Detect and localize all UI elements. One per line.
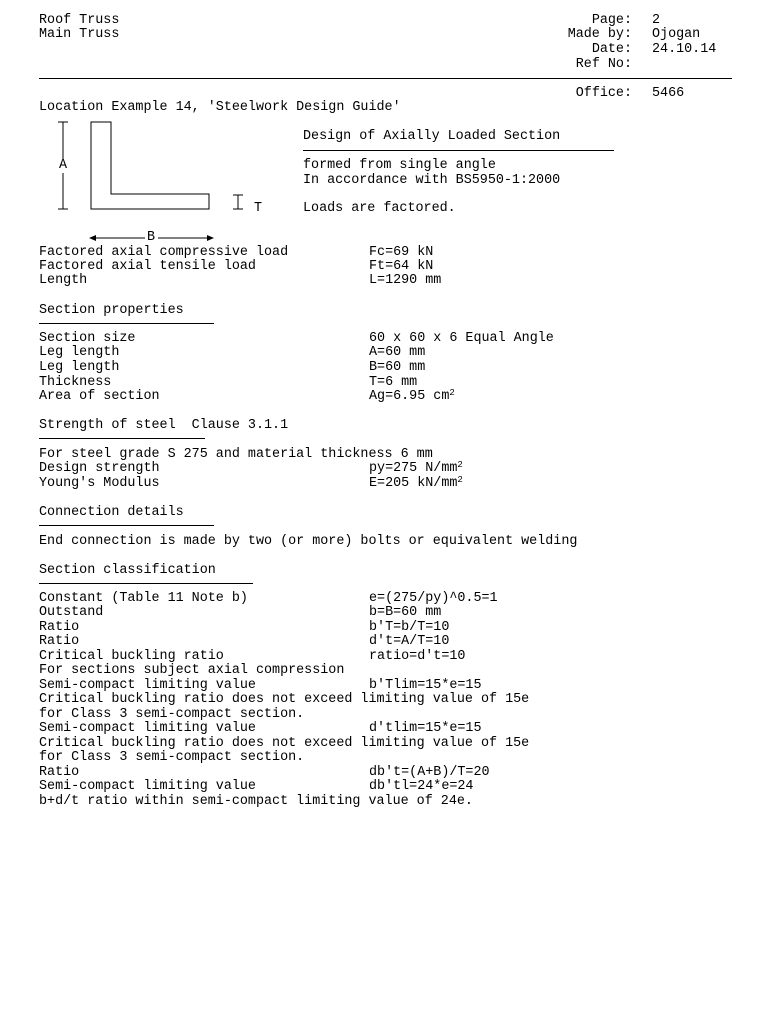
office-label: Office:: [575, 86, 632, 101]
classification-label: Semi-compact limiting value: [39, 721, 256, 736]
heading-underline: [39, 323, 214, 324]
classification-heading: Section classification: [39, 563, 216, 578]
area-exponent: 2: [449, 388, 455, 398]
property-label: Area of section: [39, 389, 160, 404]
date-value: 24.10.14: [652, 42, 717, 57]
property-value: T=6 mm: [369, 375, 418, 390]
connection-text: End connection is made by two (or more) bolts or equivalent welding: [39, 534, 578, 549]
page-number: 2: [652, 13, 661, 28]
classification-note: Critical buckling ratio does not exceed limiting value of 15e: [39, 692, 530, 707]
classification-value: b=B=60 mm: [369, 605, 442, 620]
heading-underline: [39, 438, 205, 439]
strength-heading: Strength of steel Clause 3.1.1: [39, 418, 289, 433]
classification-label: Outstand: [39, 605, 104, 620]
dim-b-left-arrow-icon: [89, 235, 96, 241]
classification-value: e=(275/py)^0.5=1: [369, 591, 498, 606]
classification-note: for Class 3 semi-compact section.: [39, 750, 305, 765]
classification-value: d't=A/T=10: [369, 634, 450, 649]
property-value: [369, 390, 455, 404]
classification-value: ratio=d't=10: [369, 649, 466, 664]
load-value: Ft=64 kN: [369, 259, 434, 274]
classification-label: Ratio: [39, 634, 80, 649]
youngs-modulus-value: E=205 kN/mm: [369, 476, 458, 491]
section-properties-heading: Section properties: [39, 303, 184, 318]
property-label: Leg length: [39, 360, 120, 375]
angle-outline: [91, 122, 209, 209]
property-label: Leg length: [39, 345, 120, 360]
classification-value: b'Tlim=15*e=15: [369, 678, 482, 693]
classification-value: db'tl=24*e=24: [369, 779, 474, 794]
classification-label: Critical buckling ratio: [39, 649, 224, 664]
property-label: Thickness: [39, 375, 112, 390]
load-label: Factored axial compressive load: [39, 245, 289, 260]
property-value: 60 x 60 x 6 Equal Angle: [369, 331, 554, 346]
heading-underline: [39, 583, 253, 584]
design-line-2: In accordance with BS5950-1:2000: [303, 173, 561, 188]
strength-label: Young's Modulus: [39, 476, 160, 491]
classification-label: Ratio: [39, 620, 80, 635]
dim-a-label: A: [59, 158, 68, 173]
classification-label: Semi-compact limiting value: [39, 678, 256, 693]
dim-t-label: T: [254, 201, 263, 216]
design-strength-value: py=275 N/mm: [369, 461, 458, 476]
date-label: Date:: [591, 42, 632, 57]
connection-heading: Connection details: [39, 505, 184, 520]
property-value: B=60 mm: [369, 360, 426, 375]
classification-note: For sections subject axial compression: [39, 663, 345, 678]
classification-label: Constant (Table 11 Note b): [39, 591, 248, 606]
made-by-label: Made by:: [567, 27, 632, 42]
dim-b-label: B: [147, 230, 156, 245]
load-label: Factored axial tensile load: [39, 259, 256, 274]
strength-value: [369, 462, 463, 476]
strength-label: Design strength: [39, 461, 160, 476]
design-line-3: Loads are factored.: [303, 201, 456, 216]
load-value: L=1290 mm: [369, 273, 442, 288]
property-label: Section size: [39, 331, 136, 346]
strength-value: [369, 477, 463, 491]
classification-value: d'tlim=15*e=15: [369, 721, 482, 736]
location-line: Location Example 14, 'Steelwork Design Guide': [39, 100, 401, 115]
heading-underline: [39, 525, 214, 526]
ref-label: Ref No:: [575, 57, 632, 72]
strength-intro: For steel grade S 275 and material thickness 6 mm: [39, 447, 433, 462]
load-value: Fc=69 kN: [369, 245, 434, 260]
classification-value: b'T=b/T=10: [369, 620, 450, 635]
classification-note: Critical buckling ratio does not exceed limiting value of 15e: [39, 736, 530, 751]
unit-exponent: 2: [457, 475, 463, 485]
classification-value: db't=(A+B)/T=20: [369, 765, 490, 780]
load-label: Length: [39, 273, 88, 288]
classification-label: Semi-compact limiting value: [39, 779, 256, 794]
design-title-underline: [303, 150, 614, 151]
project-name: Roof Truss: [39, 13, 120, 28]
office-value: 5466: [652, 86, 685, 101]
page-label: Page:: [591, 13, 632, 28]
area-value: Ag=6.95 cm: [369, 389, 450, 404]
design-title: Design of Axially Loaded Section: [303, 129, 561, 144]
dim-b-right-arrow-icon: [207, 235, 214, 241]
classification-label: Ratio: [39, 765, 80, 780]
classification-conclusion: b+d/t ratio within semi-compact limiting value of 24e.: [39, 794, 473, 809]
subject-name: Main Truss: [39, 27, 120, 42]
design-line-1: formed from single angle: [303, 158, 496, 173]
unit-exponent: 2: [457, 460, 463, 470]
property-value: A=60 mm: [369, 345, 426, 360]
classification-note: for Class 3 semi-compact section.: [39, 707, 305, 722]
made-by-value: Ojogan: [652, 27, 701, 42]
